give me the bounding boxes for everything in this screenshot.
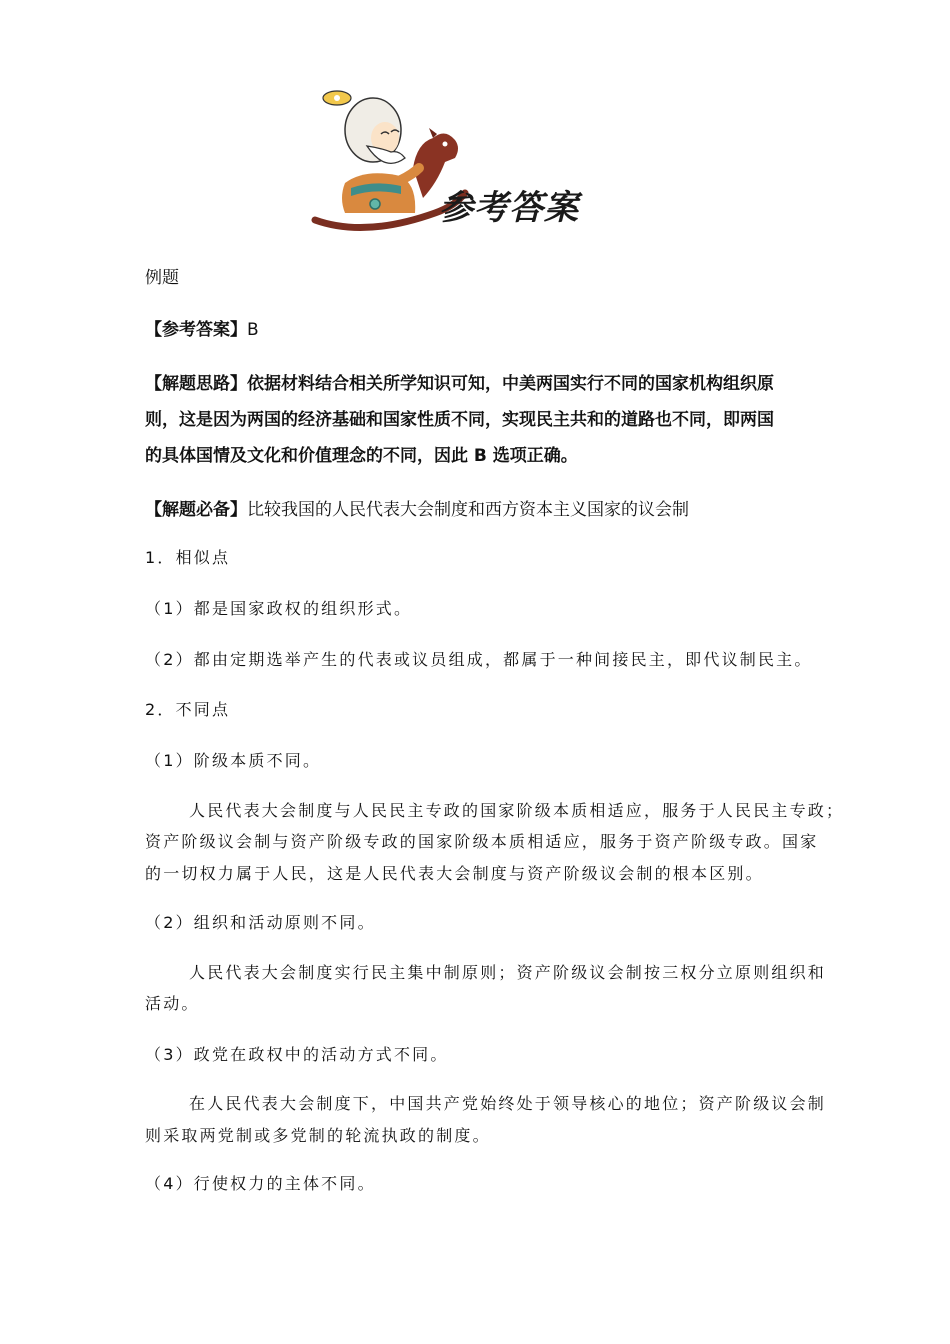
section-1-item-1: （1）都是国家政权的组织形式。	[145, 599, 413, 618]
essential-text: 比较我国的人民代表大会制度和西方资本主义国家的议会制	[247, 500, 689, 520]
answer-label: 【参考答案】	[145, 320, 247, 340]
section-2-title: 2．不同点	[145, 700, 231, 719]
paragraph-1-line-3: 的一切权力属于人民，这是人民代表大会制度与资产阶级议会制的根本区别。	[145, 864, 764, 883]
essential-line	[145, 495, 689, 520]
analysis-line-3: 的具体国情及文化和价值理念的不同，因此 B 选项正确。	[145, 446, 578, 466]
analysis-label: 【解题思路】	[145, 374, 247, 394]
paragraph-2-line-2: 活动。	[145, 994, 200, 1013]
answer-banner	[305, 88, 595, 238]
example-heading: 例题	[145, 268, 179, 288]
paragraph-1-line-2: 资产阶级议会制与资产阶级专政的国家阶级本质相适应，服务于资产阶级专政。国家	[145, 832, 819, 851]
banner-title: 参考答案	[439, 188, 579, 228]
section-2-item-2: （2）组织和活动原则不同。	[145, 913, 376, 932]
analysis-line-1	[145, 369, 774, 394]
answer-value: B	[247, 320, 259, 340]
section-2-item-4: （4）行使权力的主体不同。	[145, 1174, 376, 1193]
analysis-line-2: 则，这是因为两国的经济基础和国家性质不同，实现民主共和的道路也不同，即两国	[145, 410, 774, 430]
paragraph-1-line-1: 人民代表大会制度与人民民主专政的国家阶级本质相适应，服务于人民民主专政；	[189, 801, 845, 820]
essential-label: 【解题必备】	[145, 500, 247, 520]
answer-line	[145, 315, 259, 340]
section-1-title: 1．相似点	[145, 548, 231, 567]
analysis-text-1: 依据材料结合相关所学知识可知，中美两国实行不同的国家机构组织原	[247, 374, 774, 394]
paragraph-3-line-2: 则采取两党制或多党制的轮流执政的制度。	[145, 1126, 491, 1145]
section-2-item-1: （1）阶级本质不同。	[145, 751, 322, 770]
section-2-item-3: （3）政党在政权中的活动方式不同。	[145, 1045, 449, 1064]
section-1-item-2: （2）都由定期选举产生的代表或议员组成，都属于一种间接民主，即代议制民主。	[145, 650, 813, 669]
paragraph-3-line-1: 在人民代表大会制度下，中国共产党始终处于领导核心的地位；资产阶级议会制	[189, 1094, 827, 1113]
paragraph-2-line-1: 人民代表大会制度实行民主集中制原则；资产阶级议会制按三权分立原则组织和	[189, 963, 827, 982]
